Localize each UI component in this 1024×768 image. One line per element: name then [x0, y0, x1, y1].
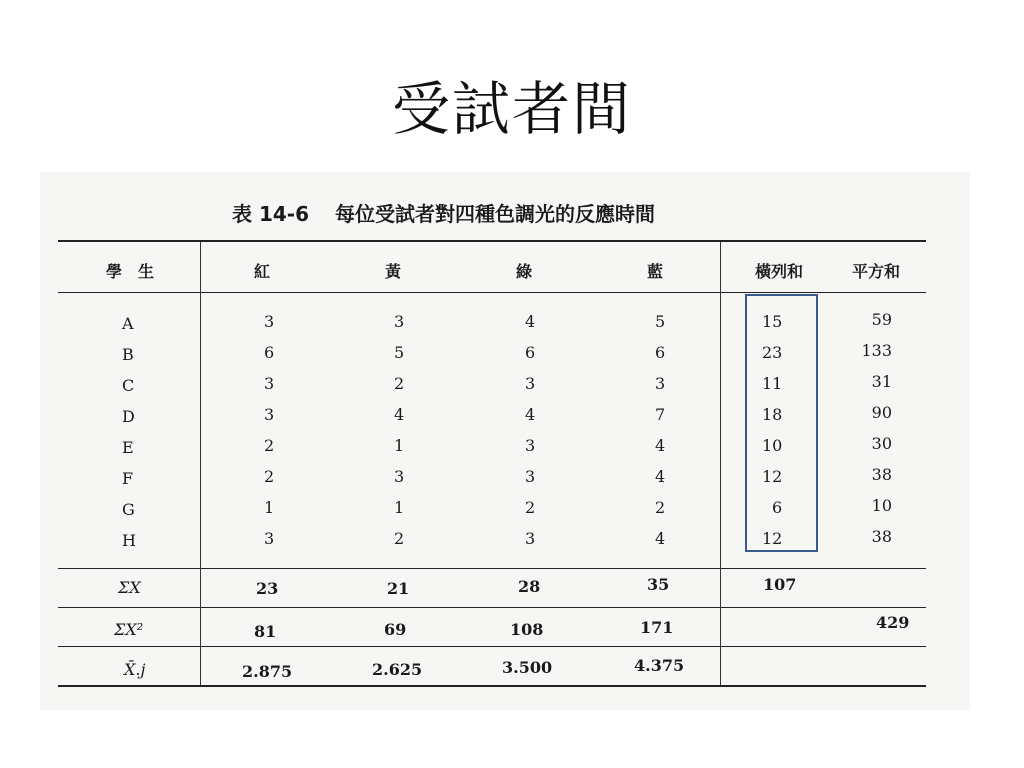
blue-cell: 4 — [655, 529, 666, 548]
sum-x2-yellow: 69 — [384, 620, 407, 639]
yellow-cell: 4 — [394, 405, 405, 424]
sum-sq-cell: 38 — [871, 465, 892, 484]
blue-cell: 3 — [655, 374, 666, 393]
mean-label: X̄.j — [124, 660, 146, 679]
sum-sq-cell: 10 — [871, 496, 892, 515]
blue-cell: 5 — [655, 312, 666, 331]
blue-cell: 6 — [655, 343, 666, 362]
yellow-cell: 3 — [394, 467, 405, 486]
row-sum-cell: 6 — [772, 498, 783, 517]
green-cell: 3 — [525, 374, 536, 393]
sum-x-label: ΣX — [118, 578, 141, 597]
yellow-cell: 2 — [394, 529, 405, 548]
header-red: 紅 — [253, 262, 271, 281]
sum-x2-sum-sq: 429 — [876, 613, 910, 632]
rows-bottom-rule — [58, 568, 926, 569]
red-cell: 3 — [264, 405, 275, 424]
green-cell: 2 — [525, 498, 536, 517]
row-sum-cell: 15 — [762, 312, 783, 331]
mean-blue: 4.375 — [634, 656, 685, 675]
slide-title: 受試者間 — [391, 75, 632, 143]
blue-cell: 2 — [655, 498, 666, 517]
green-cell: 4 — [525, 405, 536, 424]
mean-yellow: 2.625 — [372, 660, 423, 679]
sum-sq-cell: 59 — [871, 310, 892, 329]
row-sum-cell: 18 — [762, 405, 783, 424]
green-cell: 4 — [525, 312, 536, 331]
green-cell: 3 — [525, 436, 536, 455]
sum-x-red: 23 — [256, 579, 279, 598]
red-cell: 6 — [264, 343, 275, 362]
sum-x2-green: 108 — [510, 620, 544, 639]
row-sum-highlight-box — [745, 294, 818, 552]
table-caption-number: 表 14-6 — [232, 202, 310, 226]
student-cell: E — [122, 438, 134, 457]
sum-x2-red: 81 — [254, 622, 277, 641]
yellow-cell: 5 — [394, 343, 405, 362]
student-cell: G — [122, 500, 135, 519]
student-cell: F — [122, 469, 134, 488]
sum-sq-cell: 30 — [871, 434, 892, 453]
row-sum-cell: 12 — [762, 467, 783, 486]
mean-red: 2.875 — [242, 662, 293, 681]
sum-sq-cell: 90 — [871, 403, 892, 422]
table-caption-text: 每位受試者對四種色調光的反應時間 — [335, 202, 656, 226]
green-cell: 3 — [525, 529, 536, 548]
header-row-sum: 橫列和 — [754, 262, 804, 281]
table-caption — [232, 198, 655, 227]
header-yellow: 黃 — [384, 262, 402, 281]
blue-cell: 4 — [655, 436, 666, 455]
green-cell: 6 — [525, 343, 536, 362]
red-cell: 3 — [264, 374, 275, 393]
student-cell: C — [122, 376, 135, 395]
student-cell: B — [122, 345, 134, 364]
yellow-cell: 1 — [394, 436, 405, 455]
student-cell: H — [122, 531, 136, 550]
sum-x-blue: 35 — [647, 575, 670, 594]
header-sum-sq: 平方和 — [851, 262, 901, 281]
yellow-cell: 3 — [394, 312, 405, 331]
student-column-divider — [200, 242, 201, 685]
red-cell: 3 — [264, 312, 275, 331]
row-sum-cell: 12 — [762, 529, 783, 548]
sum-sq-cell: 133 — [861, 341, 892, 360]
header-student: 學 生 — [105, 262, 155, 281]
mean-green: 3.500 — [502, 658, 553, 677]
student-cell: D — [122, 407, 135, 426]
green-cell: 3 — [525, 467, 536, 486]
sum-sq-cell: 38 — [871, 527, 892, 546]
student-cell: A — [122, 314, 134, 333]
red-cell: 3 — [264, 529, 275, 548]
yellow-cell: 2 — [394, 374, 405, 393]
row-sum-column-divider — [720, 242, 721, 685]
table-bottom-rule — [58, 685, 926, 687]
scanned-table-image — [40, 172, 970, 710]
blue-cell: 7 — [655, 405, 666, 424]
sum-x-row-sum: 107 — [763, 575, 797, 594]
table-top-rule — [58, 240, 926, 242]
row-sum-cell: 11 — [762, 374, 783, 393]
sum-x-yellow: 21 — [387, 579, 410, 598]
row-sum-cell: 10 — [762, 436, 783, 455]
sum-x-green: 28 — [518, 577, 541, 596]
blue-cell: 4 — [655, 467, 666, 486]
sum-sq-cell: 31 — [871, 372, 892, 391]
row-sum-cell: 23 — [762, 343, 783, 362]
header-blue: 藍 — [646, 262, 664, 281]
header-green: 綠 — [515, 262, 533, 281]
sum-x2-blue: 171 — [640, 618, 674, 637]
header-bottom-rule — [58, 292, 926, 293]
red-cell: 1 — [264, 498, 275, 517]
yellow-cell: 1 — [394, 498, 405, 517]
red-cell: 2 — [264, 436, 275, 455]
red-cell: 2 — [264, 467, 275, 486]
sum-x2-bottom-rule — [58, 646, 926, 647]
sum-x2-label: ΣX² — [114, 620, 144, 639]
sum-x-bottom-rule — [58, 607, 926, 608]
